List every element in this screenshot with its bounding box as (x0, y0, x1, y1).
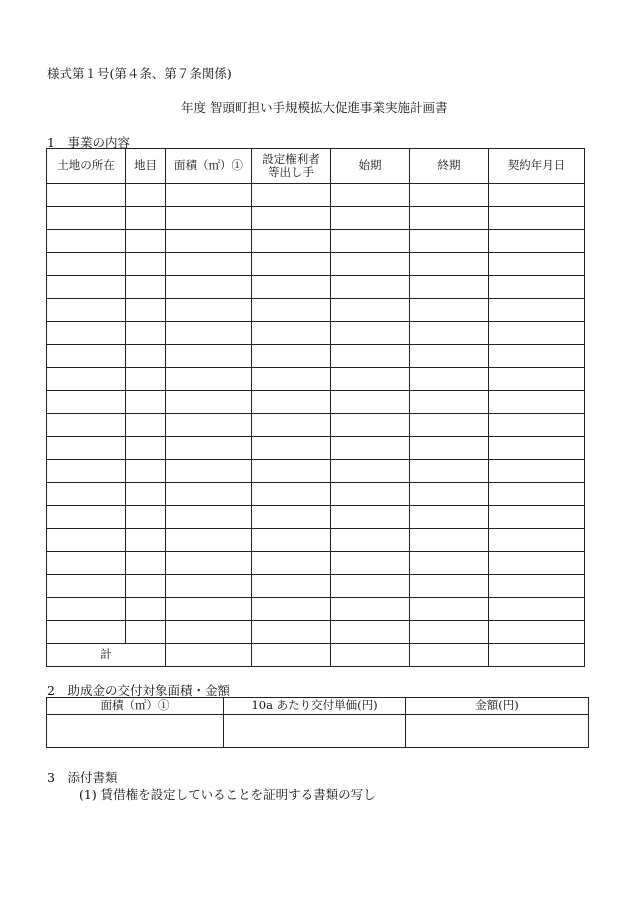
cell-end-period[interactable] (410, 483, 489, 506)
total-empty-cell (252, 644, 331, 667)
cell-contract-date[interactable] (489, 529, 585, 552)
cell-end-period[interactable] (410, 575, 489, 598)
cell-start-period[interactable] (331, 207, 410, 230)
cell-area[interactable] (166, 184, 252, 207)
cell-land-category[interactable] (126, 529, 166, 552)
table-row (47, 230, 585, 253)
cell-contract-date[interactable] (489, 460, 585, 483)
col-header-area: 面積（㎡）① (47, 698, 224, 715)
cell-land-category[interactable] (126, 345, 166, 368)
cell-rights-holder[interactable] (252, 529, 331, 552)
cell-area[interactable] (166, 345, 252, 368)
cell-end-period[interactable] (410, 506, 489, 529)
area-input-cell[interactable] (47, 715, 224, 748)
cell-contract-date[interactable] (489, 368, 585, 391)
col-header-start-period: 始期 (331, 149, 410, 184)
cell-contract-date[interactable] (489, 322, 585, 345)
cell-land-category[interactable] (126, 253, 166, 276)
cell-start-period[interactable] (331, 414, 410, 437)
col-header-location: 土地の所在 (47, 149, 126, 184)
table-header-row (47, 149, 585, 184)
cell-rights-holder[interactable] (252, 253, 331, 276)
cell-area[interactable] (166, 437, 252, 460)
cell-end-period[interactable] (410, 207, 489, 230)
cell-rights-holder[interactable] (252, 483, 331, 506)
section-2-heading: 2 助成金の交付対象面積・金額 (47, 683, 230, 698)
cell-start-period[interactable] (331, 621, 410, 644)
cell-start-period[interactable] (331, 345, 410, 368)
table-row (47, 575, 585, 598)
cell-contract-date[interactable] (489, 230, 585, 253)
cell-rights-holder[interactable] (252, 575, 331, 598)
table-row (47, 437, 585, 460)
cell-end-period[interactable] (410, 598, 489, 621)
cell-area[interactable] (166, 529, 252, 552)
cell-contract-date[interactable] (489, 437, 585, 460)
subsidy-amount-table (46, 697, 589, 748)
cell-location[interactable] (47, 529, 126, 552)
subsidy-input-row (47, 715, 589, 748)
unit-price-input-cell[interactable] (224, 715, 406, 748)
cell-rights-holder[interactable] (252, 322, 331, 345)
cell-land-category[interactable] (126, 230, 166, 253)
project-content-table (46, 148, 585, 667)
cell-end-period[interactable] (410, 552, 489, 575)
cell-start-period[interactable] (331, 368, 410, 391)
cell-rights-holder[interactable] (252, 460, 331, 483)
cell-area[interactable] (166, 598, 252, 621)
table-row (47, 299, 585, 322)
cell-contract-date[interactable] (489, 414, 585, 437)
cell-area[interactable] (166, 276, 252, 299)
cell-location[interactable] (47, 598, 126, 621)
table-row (47, 506, 585, 529)
col-header-amount: 金額(円) (406, 698, 589, 715)
cell-land-category[interactable] (126, 621, 166, 644)
cell-location[interactable] (47, 483, 126, 506)
col-header-contract-date: 契約年月日 (489, 149, 585, 184)
table-row (47, 552, 585, 575)
cell-land-category[interactable] (126, 598, 166, 621)
cell-area[interactable] (166, 575, 252, 598)
cell-location[interactable] (47, 345, 126, 368)
cell-location[interactable] (47, 621, 126, 644)
cell-start-period[interactable] (331, 598, 410, 621)
cell-end-period[interactable] (410, 345, 489, 368)
table-body (47, 184, 585, 644)
cell-location[interactable] (47, 575, 126, 598)
cell-location[interactable] (47, 299, 126, 322)
form-number: 様式第１号(第４条、第７条関係) (47, 66, 232, 81)
cell-land-category[interactable] (126, 552, 166, 575)
cell-rights-holder[interactable] (252, 391, 331, 414)
cell-rights-holder[interactable] (252, 368, 331, 391)
total-label: 計 (47, 644, 166, 667)
cell-rights-holder[interactable] (252, 184, 331, 207)
cell-end-period[interactable] (410, 621, 489, 644)
cell-start-period[interactable] (331, 506, 410, 529)
cell-location[interactable] (47, 414, 126, 437)
cell-area[interactable] (166, 460, 252, 483)
cell-contract-date[interactable] (489, 575, 585, 598)
cell-location[interactable] (47, 552, 126, 575)
cell-contract-date[interactable] (489, 345, 585, 368)
cell-location[interactable] (47, 437, 126, 460)
cell-land-category[interactable] (126, 368, 166, 391)
col-header-end-period: 終期 (410, 149, 489, 184)
cell-rights-holder[interactable] (252, 276, 331, 299)
cell-start-period[interactable] (331, 483, 410, 506)
total-area-cell[interactable] (166, 644, 252, 667)
cell-rights-holder[interactable] (252, 621, 331, 644)
attachment-item: (1) 賃借権を設定していることを証明する書類の写し (79, 787, 376, 802)
cell-area[interactable] (166, 552, 252, 575)
table-row (47, 529, 585, 552)
cell-location[interactable] (47, 184, 126, 207)
cell-end-period[interactable] (410, 322, 489, 345)
cell-contract-date[interactable] (489, 483, 585, 506)
table-row (47, 184, 585, 207)
cell-land-category[interactable] (126, 322, 166, 345)
cell-end-period[interactable] (410, 299, 489, 322)
cell-land-category[interactable] (126, 506, 166, 529)
subsidy-header-row (47, 698, 589, 715)
cell-rights-holder[interactable] (252, 506, 331, 529)
cell-location[interactable] (47, 207, 126, 230)
cell-rights-holder[interactable] (252, 345, 331, 368)
cell-start-period[interactable] (331, 230, 410, 253)
table-row (47, 460, 585, 483)
cell-area[interactable] (166, 368, 252, 391)
cell-contract-date[interactable] (489, 299, 585, 322)
cell-area[interactable] (166, 322, 252, 345)
col-header-unit-price: 10a あたり交付単価(円) (224, 698, 406, 715)
cell-area[interactable] (166, 391, 252, 414)
cell-area[interactable] (166, 506, 252, 529)
cell-area[interactable] (166, 414, 252, 437)
cell-end-period[interactable] (410, 414, 489, 437)
total-empty-cell (410, 644, 489, 667)
amount-input-cell[interactable] (406, 715, 589, 748)
cell-location[interactable] (47, 368, 126, 391)
cell-location[interactable] (47, 391, 126, 414)
table-row (47, 414, 585, 437)
cell-land-category[interactable] (126, 276, 166, 299)
table-row (47, 598, 585, 621)
section-3-heading: 3 添付書類 (47, 770, 118, 785)
cell-start-period[interactable] (331, 253, 410, 276)
cell-rights-holder[interactable] (252, 299, 331, 322)
cell-contract-date[interactable] (489, 253, 585, 276)
cell-land-category[interactable] (126, 207, 166, 230)
table-row (47, 253, 585, 276)
cell-area[interactable] (166, 621, 252, 644)
cell-contract-date[interactable] (489, 276, 585, 299)
cell-contract-date[interactable] (489, 207, 585, 230)
cell-contract-date[interactable] (489, 598, 585, 621)
section-1-heading: 1 事業の内容 (47, 135, 130, 150)
cell-rights-holder[interactable] (252, 437, 331, 460)
cell-land-category[interactable] (126, 299, 166, 322)
cell-land-category[interactable] (126, 437, 166, 460)
cell-area[interactable] (166, 207, 252, 230)
cell-location[interactable] (47, 230, 126, 253)
cell-start-period[interactable] (331, 184, 410, 207)
cell-land-category[interactable] (126, 460, 166, 483)
cell-land-category[interactable] (126, 483, 166, 506)
cell-contract-date[interactable] (489, 552, 585, 575)
table-row (47, 276, 585, 299)
cell-rights-holder[interactable] (252, 207, 331, 230)
cell-area[interactable] (166, 230, 252, 253)
cell-start-period[interactable] (331, 460, 410, 483)
cell-area[interactable] (166, 253, 252, 276)
total-row (47, 644, 585, 667)
cell-end-period[interactable] (410, 391, 489, 414)
cell-area[interactable] (166, 299, 252, 322)
cell-start-period[interactable] (331, 391, 410, 414)
table-row (47, 368, 585, 391)
col-header-area: 面積（㎡）① (166, 149, 252, 184)
cell-end-period[interactable] (410, 253, 489, 276)
col-header-land-category: 地目 (126, 149, 166, 184)
cell-start-period[interactable] (331, 529, 410, 552)
cell-contract-date[interactable] (489, 506, 585, 529)
cell-rights-holder[interactable] (252, 598, 331, 621)
cell-start-period[interactable] (331, 575, 410, 598)
cell-rights-holder[interactable] (252, 230, 331, 253)
cell-start-period[interactable] (331, 276, 410, 299)
table-row (47, 391, 585, 414)
cell-land-category[interactable] (126, 391, 166, 414)
cell-location[interactable] (47, 460, 126, 483)
cell-rights-holder[interactable] (252, 414, 331, 437)
table-row (47, 207, 585, 230)
cell-rights-holder[interactable] (252, 552, 331, 575)
cell-location[interactable] (47, 506, 126, 529)
table-row (47, 483, 585, 506)
cell-location[interactable] (47, 276, 126, 299)
cell-contract-date[interactable] (489, 391, 585, 414)
total-empty-cell (489, 644, 585, 667)
document-title: 年度 智頭町担い手規模拡大促進事業実施計画書 (181, 100, 448, 115)
cell-land-category[interactable] (126, 575, 166, 598)
table-row (47, 621, 585, 644)
cell-land-category[interactable] (126, 414, 166, 437)
cell-end-period[interactable] (410, 437, 489, 460)
table-row (47, 345, 585, 368)
cell-start-period[interactable] (331, 322, 410, 345)
cell-location[interactable] (47, 322, 126, 345)
table-row (47, 322, 585, 345)
cell-end-period[interactable] (410, 460, 489, 483)
cell-start-period[interactable] (331, 552, 410, 575)
col-header-rights-holder: 設定権利者 等出し手 (252, 149, 331, 184)
cell-start-period[interactable] (331, 299, 410, 322)
cell-contract-date[interactable] (489, 184, 585, 207)
cell-start-period[interactable] (331, 437, 410, 460)
cell-end-period[interactable] (410, 529, 489, 552)
cell-end-period[interactable] (410, 230, 489, 253)
cell-contract-date[interactable] (489, 621, 585, 644)
cell-end-period[interactable] (410, 276, 489, 299)
cell-area[interactable] (166, 483, 252, 506)
cell-land-category[interactable] (126, 184, 166, 207)
cell-end-period[interactable] (410, 368, 489, 391)
cell-end-period[interactable] (410, 184, 489, 207)
total-empty-cell (331, 644, 410, 667)
cell-location[interactable] (47, 253, 126, 276)
